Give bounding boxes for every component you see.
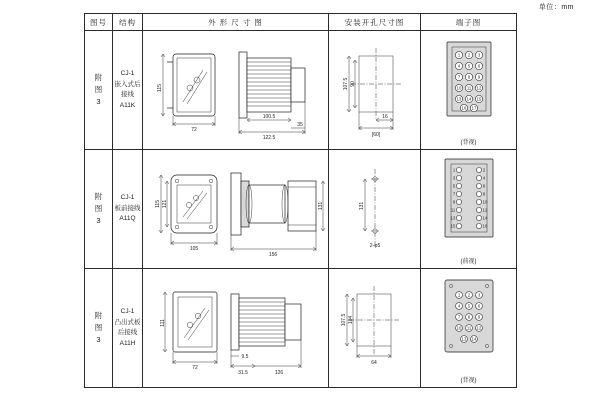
svg-text:6: 6 [477, 303, 481, 308]
svg-text:13: 13 [461, 336, 467, 341]
row1-dim-100-5: 100.5 [262, 113, 276, 120]
row1-dim-72: 72 [191, 126, 197, 133]
row2-cutout-dim-2phi5: 2-φ5 [369, 242, 381, 249]
svg-text:3: 3 [477, 52, 481, 58]
row3-dim-111: 111 [160, 318, 166, 327]
row3-structure-text: 凸出式板后接线 [114, 318, 141, 336]
svg-text:12: 12 [476, 85, 482, 91]
row1-dim-122-5: 122.5 [262, 134, 276, 141]
svg-text:10: 10 [482, 198, 488, 204]
row3-structure [113, 269, 143, 388]
svg-text:9: 9 [452, 198, 456, 204]
svg-text:6: 6 [482, 182, 486, 188]
row3-cutout-dim-64: 64 [371, 359, 377, 366]
svg-text:12: 12 [476, 325, 482, 330]
svg-text:13: 13 [450, 214, 456, 220]
svg-text:5: 5 [467, 63, 471, 69]
svg-text:3: 3 [452, 174, 456, 180]
svg-text:8: 8 [482, 190, 486, 196]
svg-text:4: 4 [482, 174, 486, 180]
row3-terminal-caption: (背视) [460, 377, 477, 384]
header-outline: 外 形 尺 寸 图 [143, 14, 329, 31]
row3-dim-126: 126 [274, 369, 284, 376]
svg-text:7: 7 [457, 314, 461, 319]
row1-id-line3: 3 [96, 97, 101, 106]
row1-terminal-caption: (背视) [460, 139, 477, 146]
row1-id-line2: 图 [94, 85, 103, 94]
row1-cutout-dim-60: [60] [371, 131, 381, 138]
table-row [85, 269, 517, 388]
row1-structure [113, 31, 143, 150]
svg-text:17: 17 [471, 105, 477, 111]
row1-id-line1: 附 [94, 73, 103, 82]
svg-text:2: 2 [467, 52, 471, 58]
row3-dim-31-5: 31.5 [238, 369, 248, 376]
unit-note: 单位：mm [538, 4, 574, 11]
row1-cutout-dim-107-5: 107.5 [343, 77, 349, 90]
svg-text:2: 2 [467, 292, 471, 297]
row1-dim-115: 115 [157, 83, 163, 92]
row1-model: CJ-1 [120, 70, 135, 77]
svg-text:12: 12 [482, 206, 488, 212]
row3-dim-72: 72 [192, 364, 198, 371]
svg-text:8: 8 [467, 314, 471, 319]
row2-dim-121: 121 [162, 199, 168, 208]
row2-outline-drawing [143, 150, 329, 269]
row3-cutout-dim-107-5: 107.5 [341, 313, 347, 326]
svg-text:10: 10 [456, 325, 462, 330]
svg-text:6: 6 [477, 63, 481, 69]
row2-id-line3: 3 [96, 216, 101, 225]
svg-text:16: 16 [482, 222, 488, 228]
row2-dim-131: 131 [318, 201, 324, 210]
row2-structure-text: 板前接线 [114, 204, 141, 212]
row2-dim-156: 156 [268, 251, 278, 258]
svg-text:8: 8 [467, 74, 471, 80]
row3-outline-drawing [143, 269, 329, 388]
svg-text:2: 2 [482, 166, 486, 172]
row3-cutout-drawing [329, 269, 421, 388]
row2-drawing-no [85, 150, 113, 269]
row1-cutout-dim-16: 16 [382, 113, 388, 120]
row2-terminal-drawing [421, 150, 517, 269]
svg-text:13: 13 [456, 96, 462, 102]
svg-text:7: 7 [452, 190, 456, 196]
svg-text:4: 4 [457, 63, 461, 69]
row1-outline-drawing [143, 31, 329, 150]
svg-text:4: 4 [457, 303, 461, 308]
row2-dim-105: 105 [189, 245, 199, 252]
row3-cutout-dim-104: 104 [348, 315, 354, 324]
row2-cutout-drawing [329, 150, 421, 269]
row2-id-line1: 附 [94, 192, 103, 201]
row2-structure-code: A11Q [119, 215, 136, 223]
svg-text:15: 15 [476, 96, 482, 102]
svg-text:1: 1 [457, 52, 461, 58]
table-row [85, 31, 517, 150]
table-row [85, 150, 517, 269]
row3-structure-code: A11H [119, 339, 136, 347]
svg-text:5: 5 [452, 182, 456, 188]
svg-text:9: 9 [477, 74, 481, 80]
svg-text:1: 1 [457, 292, 461, 297]
row2-cutout-dim-131: 131 [359, 201, 365, 210]
svg-text:3: 3 [477, 292, 481, 297]
row3-id-line1: 附 [94, 311, 103, 320]
row1-terminal-drawing [421, 31, 517, 150]
row2-model: CJ-1 [120, 194, 135, 202]
svg-text:1: 1 [452, 166, 456, 172]
row3-id-line2: 图 [94, 323, 103, 332]
row3-model: CJ-1 [120, 308, 135, 315]
row3-id-line3: 3 [96, 335, 101, 344]
svg-text:14: 14 [471, 336, 477, 341]
row2-id-line2: 图 [94, 204, 103, 213]
row1-cutout-dim-90: 90 [350, 80, 356, 87]
svg-text:10: 10 [456, 85, 462, 91]
svg-text:14: 14 [466, 96, 472, 102]
svg-text:11: 11 [466, 85, 472, 91]
row1-structure-code: A11K [119, 101, 136, 109]
svg-text:7: 7 [457, 74, 461, 80]
row3-drawing-no [85, 269, 113, 388]
spec-table [84, 13, 517, 388]
row2-terminal-caption: (前视) [460, 258, 477, 265]
header-cutout: 安装开孔尺寸图 [329, 14, 421, 31]
header-structure: 结构 [113, 14, 143, 31]
row3-dim-9-5: 9.5 [241, 353, 249, 360]
svg-text:11: 11 [466, 325, 472, 330]
row3-terminal-drawing [421, 269, 517, 388]
row2-structure [113, 150, 143, 269]
header-drawing-no: 图号 [85, 14, 113, 31]
svg-text:5: 5 [467, 303, 471, 308]
svg-text:11: 11 [450, 206, 456, 212]
svg-text:15: 15 [450, 222, 456, 228]
table-header-row [85, 14, 517, 31]
svg-text:14: 14 [482, 214, 488, 220]
row2-dim-115: 115 [155, 199, 161, 208]
row1-structure-text: 嵌入式后接线 [114, 80, 141, 98]
row1-dim-35: 35 [297, 121, 303, 128]
row1-cutout-drawing [329, 31, 421, 150]
header-terminal: 端子图 [421, 14, 517, 31]
svg-text:16: 16 [461, 105, 467, 111]
row1-drawing-no [85, 31, 113, 150]
svg-text:9: 9 [477, 314, 481, 319]
